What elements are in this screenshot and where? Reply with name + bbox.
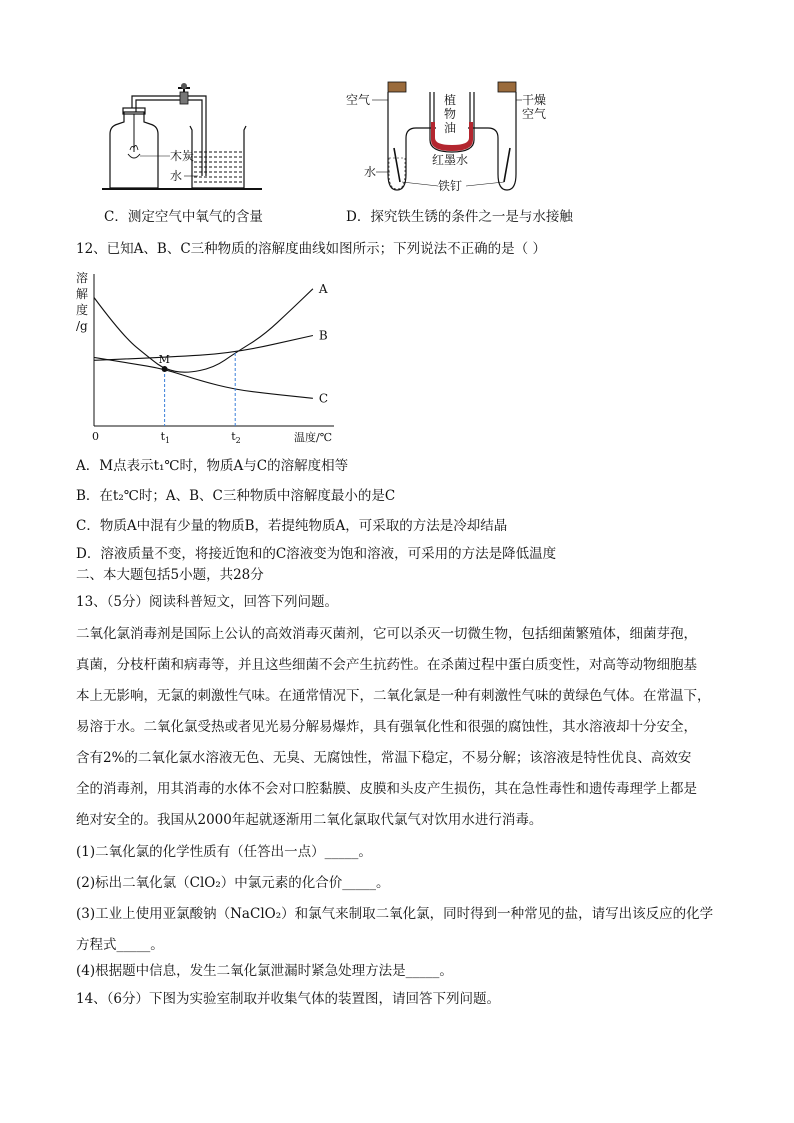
series-B-label: B [318,328,328,343]
label-nail: 铁钉 [438,179,463,193]
solubility-chart [72,266,342,446]
label-dry-air-1: 干燥 [522,93,547,107]
series-B-curve [94,336,313,361]
label-charcoal: 木炭 [170,149,195,163]
q12-option-c: C．物质A中混有少量的物质B，若提纯物质A，可采取的方法是冷却结晶 [76,518,508,534]
q13-passage-line: 全的消毒剂，用其消毒的水体不会对口腔黏膜、皮膜和头皮产生损伤，其在急性毒性和遗传毒理学上都是 [76,781,697,797]
apparatus-d-figure [340,78,570,196]
q13-sub-question-4: (4)根据题中信息，发生二氧化氯泄漏时紧急处理方法是_____。 [76,963,453,979]
q13-sub-question-2: (2)标出二氧化氯（ClO₂）中氯元素的化合价_____。 [76,875,390,891]
x-tick-label-t1: $t_1$ [160,430,171,445]
label-air: 空气 [346,93,371,107]
caption-d: D．探究铁生锈的条件之一是与水接触 [346,209,573,225]
section2-heading: 二、本大题包括5小题，共28分 [76,567,264,583]
y-label-3: 度 [76,303,89,317]
label-plant-oil-1: 植 [444,93,457,107]
q13-passage-line: 本上无影响，无氯的刺激性气味。在通常情况下，二氧化氯是一种有刺激性气味的黄绿色气体。在常温下， [76,688,711,704]
label-plant-oil-3: 油 [444,121,457,135]
label-plant-oil-2: 物 [444,107,457,121]
label-red-ink: 红墨水 [432,153,469,167]
caption-c: C．测定空气中氧气的含量 [104,209,263,225]
y-label-2: 解 [76,287,89,301]
label-water-d: 水 [364,165,377,179]
q13-sub-question-1: (1)二氧化氯的化学性质有（任答出一点）_____。 [76,844,372,860]
origin-label: 0 [92,430,99,443]
series-A-curve [94,289,313,372]
q12-stem: 12、已知A、B、C三种物质的溶解度曲线如图所示；下列说法不正确的是（ ） [76,241,546,257]
series-C-label: C [318,391,329,406]
q13-passage-line: 含有2%的二氧化氯水溶液无色、无臭、无腐蚀性，常温下稳定，不易分解；该溶液是特性优良、高效安 [76,750,692,766]
series-A-label: A [318,281,328,296]
q13-sub-question-3-cont: 方程式_____。 [76,937,164,953]
q13-passage-line: 真菌，分枝杆菌和病毒等，并且这些细菌不会产生抗药性。在杀菌过程中蛋白质变性，对高等动物细胞基 [76,657,697,673]
q13-passage-line: 易溶于水。二氧化氯受热或者见光易分解易爆炸，具有强氧化性和很强的腐蚀性，其水溶液却十分安全， [76,719,697,735]
q12-option-a: A．M点表示t₁℃时，物质A与C的溶解度相等 [76,458,349,474]
q12-option-d: D．溶液质量不变，将接近饱和的C溶液变为饱和溶液，可采用的方法是降低温度 [76,546,557,562]
point-m [162,366,168,372]
label-water-c: 水 [170,169,183,183]
apparatus-c-figure [96,82,266,194]
q13-stem: 13、（5分）阅读科普短文，回答下列问题。 [76,594,339,610]
x-tick-label-t2: $t_2$ [231,430,241,445]
q13-passage-line: 二氧化氯消毒剂是国际上公认的高效消毒灭菌剂，它可以杀灭一切微生物，包括细菌繁殖体，细菌芽孢， [76,626,697,642]
q13-sub-question-3: (3)工业上使用亚氯酸钠（NaClO₂）和氯气来制取二氧化氯，同时得到一种常见的盐，请写出该反应的化学 [76,906,714,922]
q13-passage-line: 绝对安全的。我国从2000年起就逐渐用二氧化氯取代氯气对饮用水进行消毒。 [76,812,543,828]
label-dry-air-2: 空气 [522,107,547,121]
y-label-4: /g [76,319,88,333]
y-label-1: 溶 [76,271,89,285]
x-axis-label: 温度/℃ [294,431,333,444]
q14-stem: 14、（6分）下图为实验室制取并收集气体的装置图，请回答下列问题。 [76,991,501,1007]
q12-option-b: B．在t₂℃时；A、B、C三种物质中溶解度最小的是C [76,488,396,504]
series-C-curve [94,357,313,398]
point-m-label: M [158,353,170,367]
